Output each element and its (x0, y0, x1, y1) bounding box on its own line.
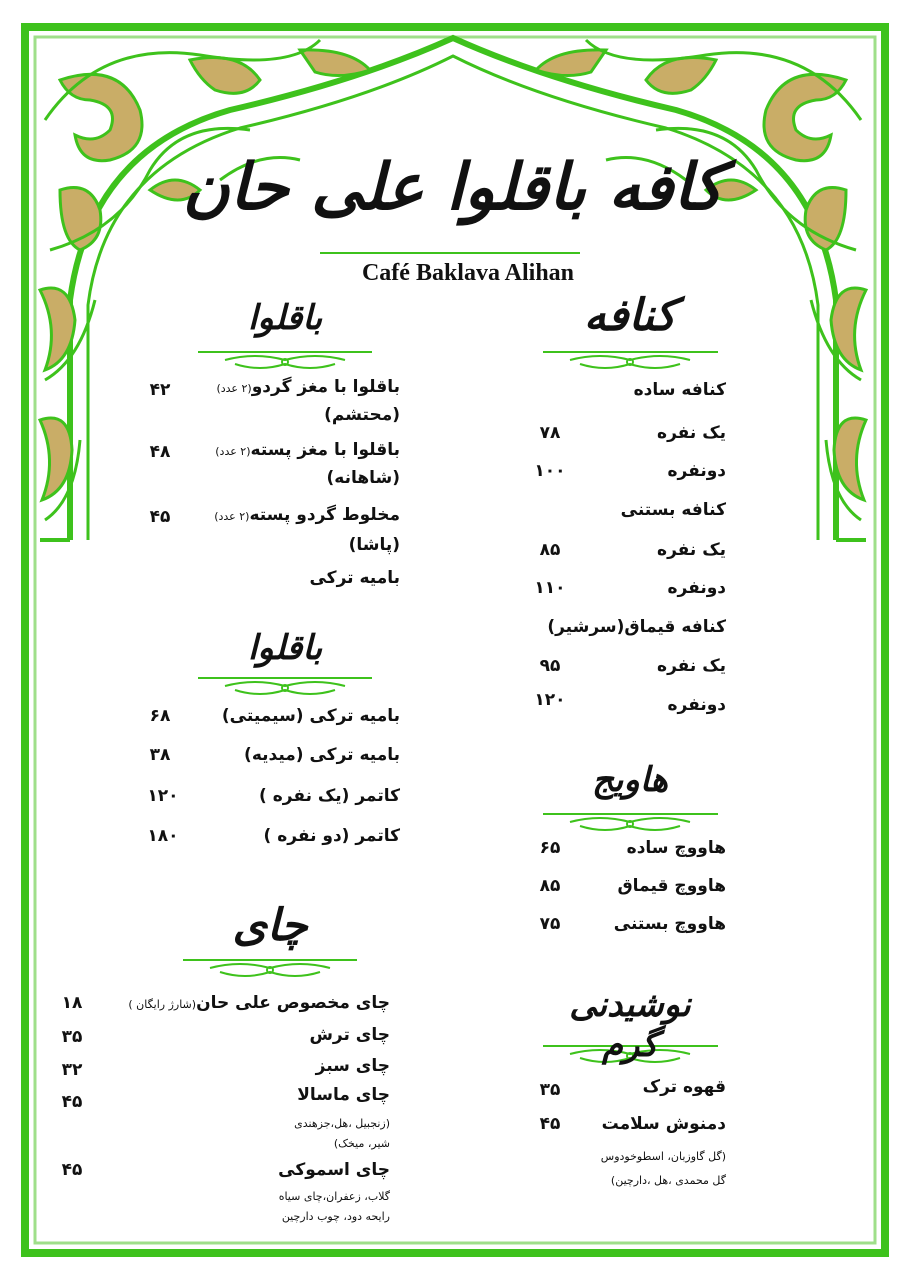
price: ۴۵ (61, 1160, 83, 1180)
heading-kunefe: کنافه (583, 290, 677, 341)
heading-baklava-2: باقلوا (247, 628, 323, 668)
price: ۱۸۰ (147, 826, 179, 846)
price: ۱۸ (61, 993, 83, 1013)
price: ۱۲۰ (534, 690, 566, 710)
menu-group: کنافه ساده (633, 380, 726, 400)
price: ۷۸ (539, 423, 561, 443)
menu-item-sub: (پاشا) (348, 535, 400, 555)
menu-item: چای اسموکی (278, 1160, 390, 1180)
menu-item: دونفره (667, 695, 726, 715)
menu-item: باقلوا با مغز گردو(۲ عدد) (216, 377, 400, 397)
menu-item: چای مخصوص علی حان(شارژ رایگان ) (128, 993, 390, 1013)
price: ۶۸ (149, 706, 171, 726)
menu-item: دمنوش سلامت (601, 1114, 726, 1134)
menu-item: بامیه ترکی (سیمیتی) (221, 706, 400, 726)
price: ۳۸ (149, 745, 171, 765)
menu-group: کنافه قیماق(سرشیر) (547, 617, 726, 637)
price: ۸۵ (539, 540, 561, 560)
menu-item: کاتمر (دو نفره ) (263, 826, 400, 846)
heading-tea: چای (232, 900, 308, 951)
price: ۶۵ (539, 838, 561, 858)
menu-item: هاووچ قیماق (617, 876, 726, 896)
price: ۸۵ (539, 876, 561, 896)
menu-item: مخلوط گردو پسته(۲ عدد) (214, 505, 400, 525)
menu-item: هاووچ بستنی (613, 914, 726, 934)
menu-item: یک نفره (657, 423, 726, 443)
menu-item: هاووچ ساده (626, 838, 726, 858)
menu-item: کاتمر (یک نفره ) (259, 786, 400, 806)
heading-havij: هاویج (591, 760, 669, 800)
page-title: کافه باقلوا علی حان (182, 150, 724, 225)
menu-item: یک نفره (657, 540, 726, 560)
item-description: گلاب، زعفران،چای سیاه (278, 1190, 390, 1203)
menu-item: باقلوا با مغز پسته(۲ عدد) (215, 440, 400, 460)
page-subtitle: Café Baklava Alihan (361, 260, 575, 286)
price: ۳۵ (539, 1080, 561, 1100)
price: ۱۲۰ (147, 786, 179, 806)
menu-item: بامیه ترکی (309, 568, 400, 588)
menu-item: دونفره (667, 461, 726, 481)
price: ۳۵ (61, 1027, 83, 1047)
heading-baklava: باقلوا (247, 298, 323, 338)
menu-item: چای ترش (309, 1025, 390, 1045)
price: ۴۸ (149, 442, 171, 462)
menu-item-sub: (محتشم) (324, 405, 400, 425)
menu-item: دونفره (667, 578, 726, 598)
heading-hot-drinks: نوشیدنی گرم (569, 985, 691, 1065)
price: ۴۵ (539, 1114, 561, 1134)
menu-group: کنافه بستنی (620, 500, 726, 520)
price: ۱۰۰ (534, 461, 566, 481)
menu-item: بامیه ترکی (میدیه) (244, 745, 400, 765)
price: ۹۵ (539, 656, 561, 676)
item-description: شیر، میخک) (333, 1137, 390, 1150)
item-description: (گل گاوزبان، اسطوخودوس (600, 1150, 726, 1163)
menu-item: چای ماسالا (297, 1085, 390, 1105)
price: ۴۵ (149, 507, 171, 527)
price: ۳۲ (61, 1060, 83, 1080)
item-description: گل محمدی ،هل ،دارچین) (610, 1174, 726, 1187)
menu-item: چای سبز (315, 1056, 390, 1076)
menu-item: یک نفره (657, 656, 726, 676)
item-description: (زنجبیل ،هل،جزهندی (294, 1117, 390, 1130)
item-description: رایحه دود، چوب دارچین (281, 1210, 390, 1223)
price: ۱۱۰ (534, 578, 566, 598)
price: ۷۵ (539, 914, 561, 934)
menu-item-sub: (شاهانه) (326, 468, 400, 488)
menu-item: قهوه ترک (642, 1077, 726, 1097)
price: ۴۵ (61, 1092, 83, 1112)
price: ۴۲ (149, 380, 171, 400)
